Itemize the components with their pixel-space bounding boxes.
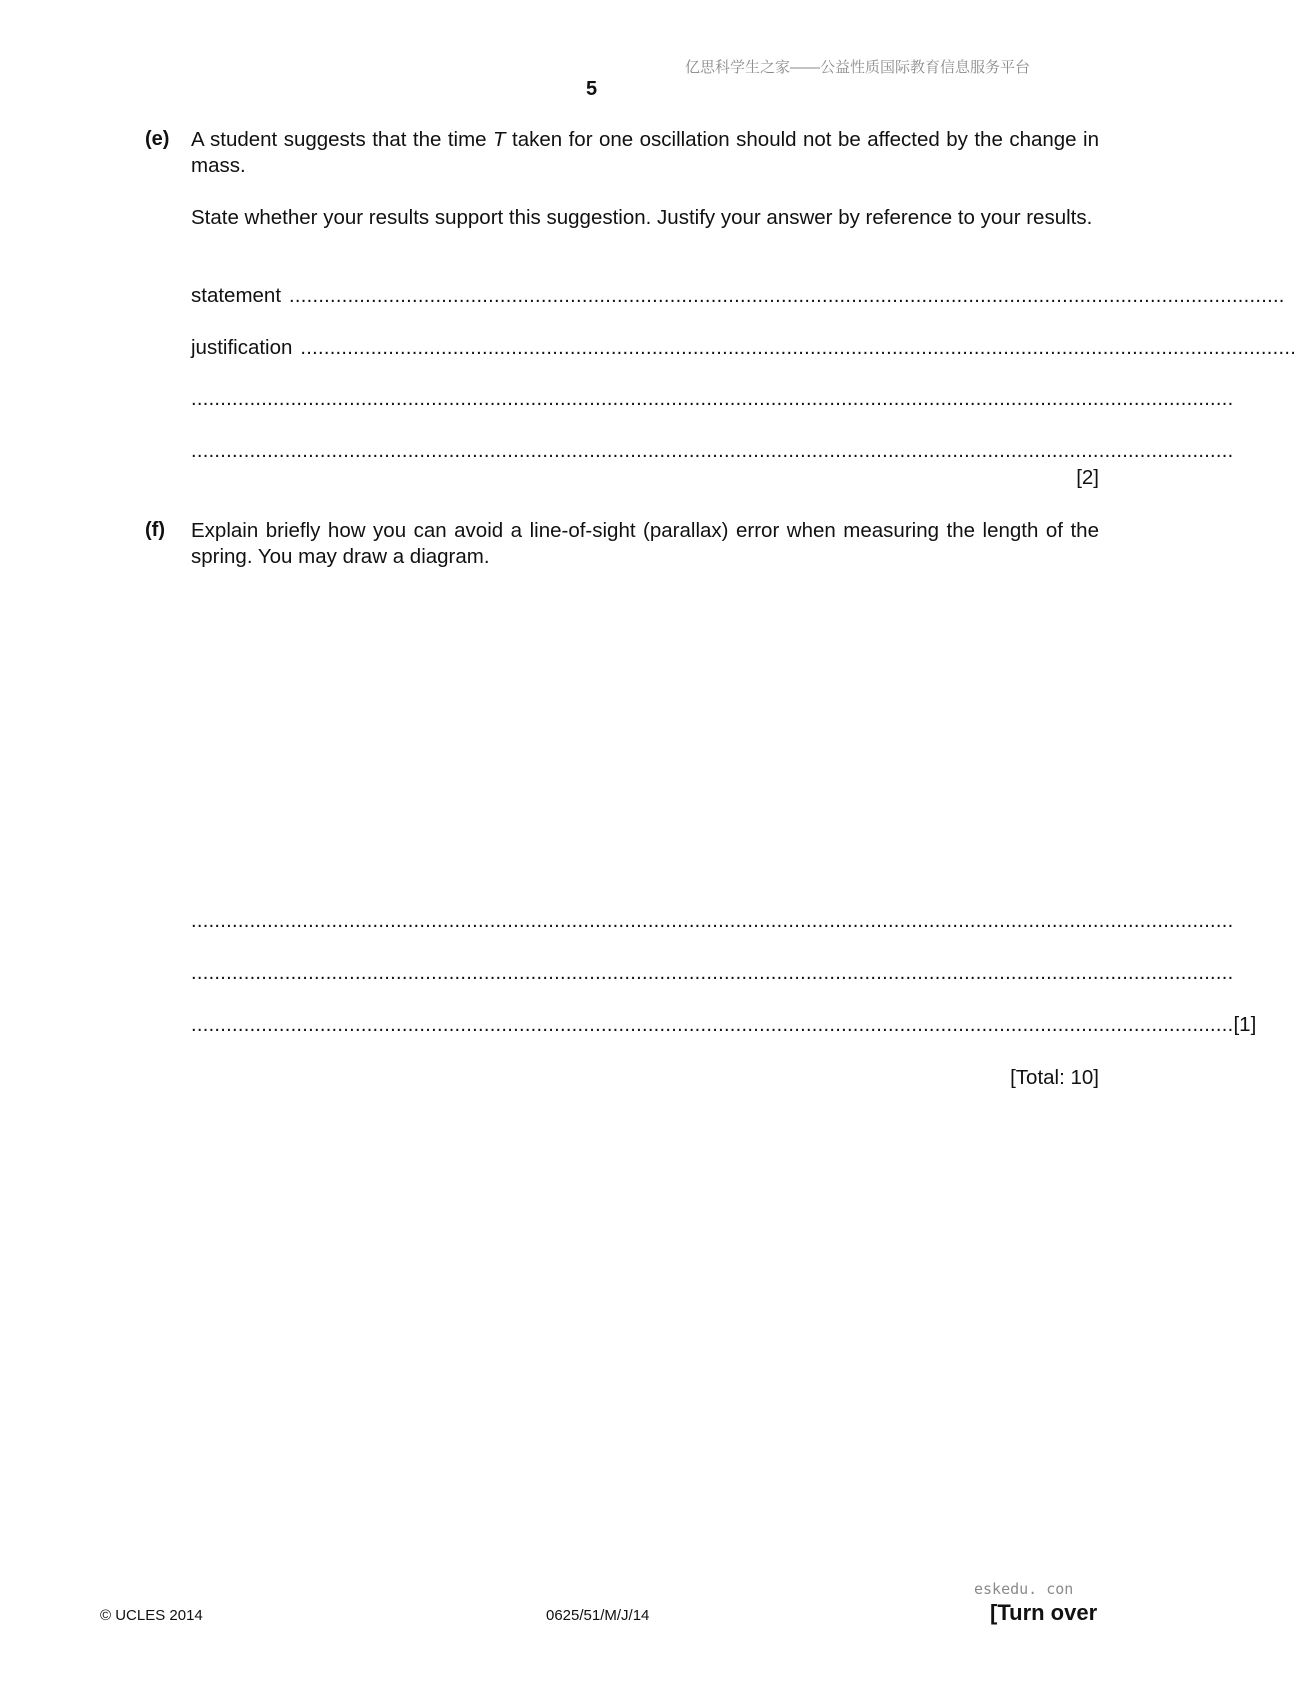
statement-answer-line[interactable] <box>191 284 1285 308</box>
question-e-marks: [2] <box>1076 466 1099 489</box>
page-number: 5 <box>586 78 598 100</box>
footer-watermark: eskedu. con <box>974 1580 1074 1598</box>
justification-answer-line-3[interactable] <box>191 440 1234 463</box>
answer-dots: .................................................................................................................................................................................. <box>191 388 1234 410</box>
question-total: [Total: 10] <box>1010 1066 1099 1089</box>
question-f-answer-line-1[interactable] <box>191 910 1234 933</box>
justification-answer-line-2[interactable] <box>191 388 1234 411</box>
question-f-marks: [1] <box>1233 1013 1257 1036</box>
diagram-answer-space[interactable] <box>191 590 1099 890</box>
turn-over: [Turn over <box>990 1600 1098 1625</box>
copyright: © UCLES 2014 <box>100 1607 203 1624</box>
justification-label: justification <box>191 336 293 359</box>
answer-dots: .................................................................................................................................................................................. <box>191 962 1234 984</box>
question-f-answer-line-2[interactable] <box>191 962 1234 985</box>
question-f-label: (f) <box>145 519 165 541</box>
question-e-text <box>191 127 1099 179</box>
justification-answer-line[interactable] <box>191 336 1296 360</box>
question-f-answer-line-3[interactable] <box>191 1013 1257 1037</box>
paper-code: 0625/51/M/J/14 <box>546 1607 650 1624</box>
header-watermark: 亿思科学生之家——公益性质国际教育信息服务平台 <box>685 59 1031 76</box>
answer-dots: .................................................................................................................................................................................. <box>191 440 1234 462</box>
question-e-instruction: State whether your results support this suggestion. Justify your answer by reference to your results. <box>191 206 1093 229</box>
statement-dots: .......................................................................................................................................................................... <box>289 285 1285 307</box>
question-e-text-part2: taken for one oscillation should not be affected by the change in mass. <box>191 128 1099 177</box>
question-e-label: (e) <box>145 128 170 150</box>
answer-dots: .................................................................................................................................................................................. <box>191 910 1234 932</box>
variable-t: T <box>493 128 506 151</box>
answer-dots: .................................................................................................................................................................................. <box>191 1014 1234 1036</box>
question-e-text-part1: A student suggests that the time <box>191 128 494 151</box>
justification-dots: .......................................................................................................................................................................... <box>300 337 1296 359</box>
question-f-text: Explain briefly how you can avoid a line-of-sight (parallax) error when measuring the length of the spring. You may draw a diagram. <box>191 519 1099 568</box>
statement-label: statement <box>191 284 282 307</box>
